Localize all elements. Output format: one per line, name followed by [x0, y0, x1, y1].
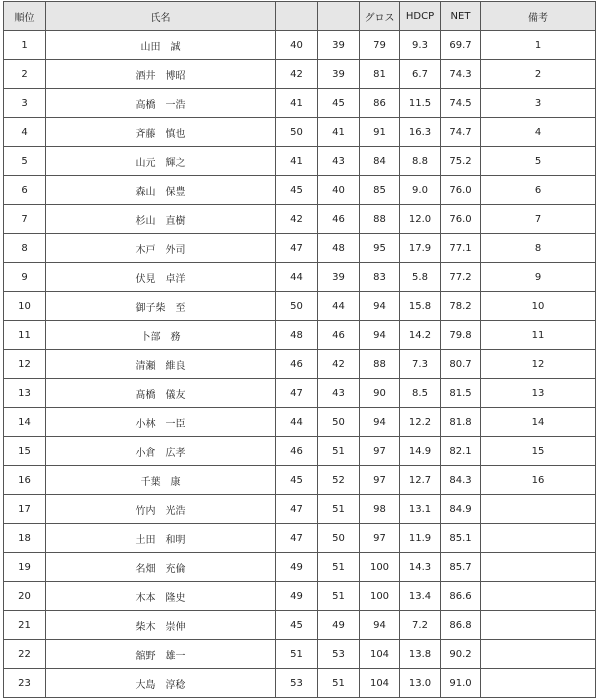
hdcp-cell: 16.3 — [400, 118, 441, 147]
out-score-cell: 50 — [276, 292, 318, 321]
note-cell — [481, 640, 596, 669]
rank-cell: 6 — [4, 176, 46, 205]
note-cell: 16 — [481, 466, 596, 495]
in-score-cell: 50 — [318, 408, 360, 437]
header-hdcp: HDCP — [400, 2, 441, 31]
rank-cell: 10 — [4, 292, 46, 321]
rank-cell: 14 — [4, 408, 46, 437]
rank-cell: 8 — [4, 234, 46, 263]
hdcp-cell: 13.1 — [400, 495, 441, 524]
note-cell: 10 — [481, 292, 596, 321]
rank-cell: 22 — [4, 640, 46, 669]
rank-cell: 11 — [4, 321, 46, 350]
net-cell: 69.7 — [441, 31, 481, 60]
header-note: 備考 — [481, 2, 596, 31]
results-body — [4, 31, 596, 698]
net-cell: 75.2 — [441, 147, 481, 176]
out-score-cell: 46 — [276, 437, 318, 466]
name-cell: 斉藤 慎也 — [46, 118, 276, 147]
net-cell: 81.8 — [441, 408, 481, 437]
note-cell: 11 — [481, 321, 596, 350]
hdcp-cell: 12.2 — [400, 408, 441, 437]
gross-cell: 94 — [360, 611, 400, 640]
note-cell: 4 — [481, 118, 596, 147]
name-cell: 御子柴 至 — [46, 292, 276, 321]
in-score-cell: 46 — [318, 321, 360, 350]
hdcp-cell: 13.4 — [400, 582, 441, 611]
table-row — [4, 292, 596, 321]
hdcp-cell: 14.2 — [400, 321, 441, 350]
net-cell: 76.0 — [441, 176, 481, 205]
rank-cell: 16 — [4, 466, 46, 495]
header-row — [4, 2, 596, 31]
out-score-cell: 45 — [276, 611, 318, 640]
in-score-cell: 51 — [318, 495, 360, 524]
out-score-cell: 47 — [276, 379, 318, 408]
rank-cell: 18 — [4, 524, 46, 553]
out-score-cell: 44 — [276, 408, 318, 437]
name-cell: 木本 隆史 — [46, 582, 276, 611]
hdcp-cell: 8.5 — [400, 379, 441, 408]
rank-cell: 1 — [4, 31, 46, 60]
net-cell: 77.2 — [441, 263, 481, 292]
note-cell: 14 — [481, 408, 596, 437]
rank-cell: 12 — [4, 350, 46, 379]
net-cell: 85.1 — [441, 524, 481, 553]
out-score-cell: 45 — [276, 466, 318, 495]
gross-cell: 104 — [360, 669, 400, 698]
header-net: NET — [441, 2, 481, 31]
net-cell: 91.0 — [441, 669, 481, 698]
gross-cell: 81 — [360, 60, 400, 89]
hdcp-cell: 15.8 — [400, 292, 441, 321]
out-score-cell: 41 — [276, 89, 318, 118]
gross-cell: 100 — [360, 553, 400, 582]
note-cell: 1 — [481, 31, 596, 60]
table-row — [4, 553, 596, 582]
gross-cell: 88 — [360, 350, 400, 379]
name-cell: 清瀬 維良 — [46, 350, 276, 379]
table-row — [4, 640, 596, 669]
hdcp-cell: 13.0 — [400, 669, 441, 698]
out-score-cell: 47 — [276, 524, 318, 553]
hdcp-cell: 7.3 — [400, 350, 441, 379]
note-cell: 3 — [481, 89, 596, 118]
note-cell: 15 — [481, 437, 596, 466]
header-in — [318, 2, 360, 31]
in-score-cell: 51 — [318, 553, 360, 582]
name-cell: 森山 保豊 — [46, 176, 276, 205]
in-score-cell: 51 — [318, 437, 360, 466]
table-row — [4, 524, 596, 553]
gross-cell: 104 — [360, 640, 400, 669]
in-score-cell: 49 — [318, 611, 360, 640]
in-score-cell: 50 — [318, 524, 360, 553]
table-row — [4, 31, 596, 60]
in-score-cell: 43 — [318, 147, 360, 176]
out-score-cell: 46 — [276, 350, 318, 379]
name-cell: 柴木 崇伸 — [46, 611, 276, 640]
gross-cell: 88 — [360, 205, 400, 234]
table-row — [4, 379, 596, 408]
in-score-cell: 44 — [318, 292, 360, 321]
gross-cell: 97 — [360, 437, 400, 466]
out-score-cell: 53 — [276, 669, 318, 698]
in-score-cell: 39 — [318, 60, 360, 89]
rank-cell: 23 — [4, 669, 46, 698]
in-score-cell: 53 — [318, 640, 360, 669]
in-score-cell: 51 — [318, 669, 360, 698]
net-cell: 74.5 — [441, 89, 481, 118]
name-cell: 山元 輝之 — [46, 147, 276, 176]
out-score-cell: 45 — [276, 176, 318, 205]
header-name: 氏名 — [46, 2, 276, 31]
table-row — [4, 234, 596, 263]
in-score-cell: 39 — [318, 263, 360, 292]
gross-cell: 97 — [360, 524, 400, 553]
net-cell: 80.7 — [441, 350, 481, 379]
note-cell — [481, 611, 596, 640]
net-cell: 86.6 — [441, 582, 481, 611]
gross-cell: 90 — [360, 379, 400, 408]
in-score-cell: 46 — [318, 205, 360, 234]
hdcp-cell: 14.9 — [400, 437, 441, 466]
gross-cell: 98 — [360, 495, 400, 524]
rank-cell: 7 — [4, 205, 46, 234]
name-cell: 山田 誠 — [46, 31, 276, 60]
net-cell: 81.5 — [441, 379, 481, 408]
out-score-cell: 48 — [276, 321, 318, 350]
table-row — [4, 205, 596, 234]
name-cell: 小林 一臣 — [46, 408, 276, 437]
name-cell: 千葉 康 — [46, 466, 276, 495]
table-row — [4, 263, 596, 292]
table-row — [4, 350, 596, 379]
out-score-cell: 42 — [276, 60, 318, 89]
net-cell: 90.2 — [441, 640, 481, 669]
note-cell: 9 — [481, 263, 596, 292]
note-cell — [481, 495, 596, 524]
hdcp-cell: 6.7 — [400, 60, 441, 89]
name-cell: 小倉 広孝 — [46, 437, 276, 466]
out-score-cell: 41 — [276, 147, 318, 176]
out-score-cell: 51 — [276, 640, 318, 669]
out-score-cell: 40 — [276, 31, 318, 60]
out-score-cell: 44 — [276, 263, 318, 292]
net-cell: 86.8 — [441, 611, 481, 640]
gross-cell: 85 — [360, 176, 400, 205]
table-row — [4, 437, 596, 466]
hdcp-cell: 12.0 — [400, 205, 441, 234]
name-cell: 竹内 光浩 — [46, 495, 276, 524]
hdcp-cell: 7.2 — [400, 611, 441, 640]
rank-cell: 3 — [4, 89, 46, 118]
table-row — [4, 495, 596, 524]
net-cell: 78.2 — [441, 292, 481, 321]
gross-cell: 86 — [360, 89, 400, 118]
gross-cell: 91 — [360, 118, 400, 147]
in-score-cell: 42 — [318, 350, 360, 379]
name-cell: 土田 和明 — [46, 524, 276, 553]
table-row — [4, 89, 596, 118]
header-out — [276, 2, 318, 31]
name-cell: 名畑 充倫 — [46, 553, 276, 582]
hdcp-cell: 12.7 — [400, 466, 441, 495]
net-cell: 74.7 — [441, 118, 481, 147]
note-cell — [481, 669, 596, 698]
hdcp-cell: 8.8 — [400, 147, 441, 176]
out-score-cell: 50 — [276, 118, 318, 147]
in-score-cell: 45 — [318, 89, 360, 118]
name-cell: 髙橋 儀友 — [46, 379, 276, 408]
net-cell: 76.0 — [441, 205, 481, 234]
gross-cell: 97 — [360, 466, 400, 495]
header-gross: グロス — [360, 2, 400, 31]
hdcp-cell: 14.3 — [400, 553, 441, 582]
in-score-cell: 41 — [318, 118, 360, 147]
name-cell: 酒井 博昭 — [46, 60, 276, 89]
table-row — [4, 669, 596, 698]
rank-cell: 9 — [4, 263, 46, 292]
table-row — [4, 60, 596, 89]
name-cell: 大島 淳稔 — [46, 669, 276, 698]
name-cell: 伏見 卓洋 — [46, 263, 276, 292]
gross-cell: 94 — [360, 408, 400, 437]
net-cell: 74.3 — [441, 60, 481, 89]
out-score-cell: 47 — [276, 495, 318, 524]
note-cell: 5 — [481, 147, 596, 176]
hdcp-cell: 11.5 — [400, 89, 441, 118]
rank-cell: 15 — [4, 437, 46, 466]
in-score-cell: 40 — [318, 176, 360, 205]
net-cell: 85.7 — [441, 553, 481, 582]
note-cell — [481, 582, 596, 611]
net-cell: 84.3 — [441, 466, 481, 495]
rank-cell: 5 — [4, 147, 46, 176]
hdcp-cell: 5.8 — [400, 263, 441, 292]
note-cell: 7 — [481, 205, 596, 234]
table-row — [4, 408, 596, 437]
hdcp-cell: 11.9 — [400, 524, 441, 553]
table-row — [4, 118, 596, 147]
hdcp-cell: 17.9 — [400, 234, 441, 263]
rank-cell: 20 — [4, 582, 46, 611]
out-score-cell: 49 — [276, 553, 318, 582]
rank-cell: 19 — [4, 553, 46, 582]
header-rank: 順位 — [4, 2, 46, 31]
rank-cell: 4 — [4, 118, 46, 147]
gross-cell: 83 — [360, 263, 400, 292]
name-cell: 木戸 外司 — [46, 234, 276, 263]
in-score-cell: 43 — [318, 379, 360, 408]
rank-cell: 13 — [4, 379, 46, 408]
gross-cell: 94 — [360, 321, 400, 350]
table-row — [4, 582, 596, 611]
results-table — [3, 1, 596, 698]
name-cell: 高橋 一浩 — [46, 89, 276, 118]
gross-cell: 100 — [360, 582, 400, 611]
gross-cell: 94 — [360, 292, 400, 321]
note-cell: 13 — [481, 379, 596, 408]
table-row — [4, 147, 596, 176]
net-cell: 79.8 — [441, 321, 481, 350]
in-score-cell: 51 — [318, 582, 360, 611]
table-row — [4, 466, 596, 495]
gross-cell: 95 — [360, 234, 400, 263]
note-cell: 8 — [481, 234, 596, 263]
in-score-cell: 48 — [318, 234, 360, 263]
hdcp-cell: 13.8 — [400, 640, 441, 669]
out-score-cell: 47 — [276, 234, 318, 263]
table-row — [4, 176, 596, 205]
note-cell: 12 — [481, 350, 596, 379]
gross-cell: 79 — [360, 31, 400, 60]
table-row — [4, 611, 596, 640]
note-cell: 2 — [481, 60, 596, 89]
name-cell: 卜部 務 — [46, 321, 276, 350]
out-score-cell: 42 — [276, 205, 318, 234]
rank-cell: 21 — [4, 611, 46, 640]
net-cell: 82.1 — [441, 437, 481, 466]
out-score-cell: 49 — [276, 582, 318, 611]
in-score-cell: 39 — [318, 31, 360, 60]
note-cell: 6 — [481, 176, 596, 205]
hdcp-cell: 9.3 — [400, 31, 441, 60]
note-cell — [481, 524, 596, 553]
name-cell: 舘野 雄一 — [46, 640, 276, 669]
table-row — [4, 321, 596, 350]
note-cell — [481, 553, 596, 582]
rank-cell: 2 — [4, 60, 46, 89]
in-score-cell: 52 — [318, 466, 360, 495]
name-cell: 杉山 直樹 — [46, 205, 276, 234]
gross-cell: 84 — [360, 147, 400, 176]
rank-cell: 17 — [4, 495, 46, 524]
net-cell: 84.9 — [441, 495, 481, 524]
net-cell: 77.1 — [441, 234, 481, 263]
hdcp-cell: 9.0 — [400, 176, 441, 205]
